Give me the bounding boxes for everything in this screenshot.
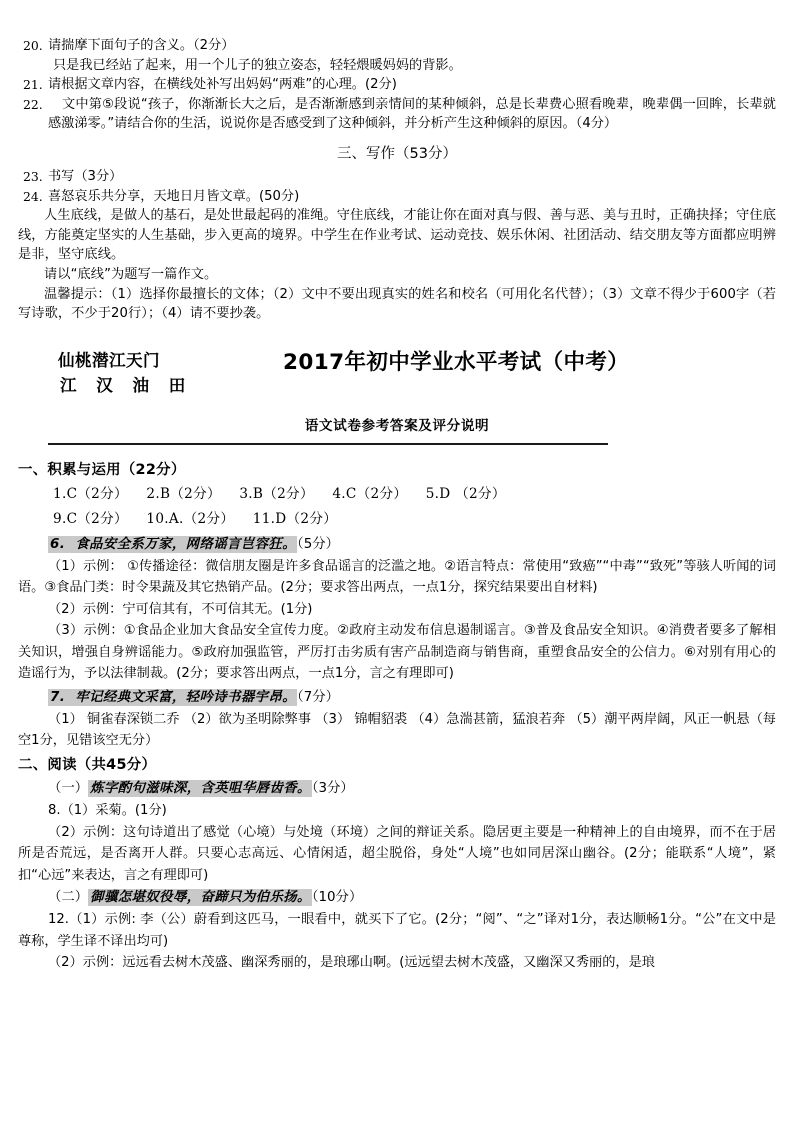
question-item — [18, 167, 776, 187]
question-number: 21. — [23, 77, 43, 93]
masthead-subtitle: 语文试卷参考答案及评分说明 — [304, 417, 490, 434]
question-7-title: 牢记经典文采富，轻吟诗书器宇昂。 — [75, 689, 296, 705]
masthead-region-names — [58, 348, 192, 398]
masthead-region-line1: 仙桃潜江天门 — [58, 350, 160, 370]
question-number: 20. — [23, 38, 43, 53]
section-heading-2: 二、阅读（共45分） — [18, 756, 157, 773]
writing-tips: 温馨提示：（1）选择你最擅长的文体；（2）文中不要出现真实的姓名和校名（可用化名代替）；（3）文章不得少于600字（若写诗歌，不少于20行）；（4）请不要抄袭。 — [18, 286, 776, 322]
reading-part-2-heading — [18, 886, 776, 909]
question-6-heading — [18, 533, 776, 556]
question-number: 22. — [23, 96, 43, 112]
reading-part-2-label: （二） — [48, 890, 89, 906]
question-item — [18, 187, 776, 207]
reading-part-1-highlight: 炼字酌句滋味深，含英咀华唇齿香。 — [90, 780, 311, 796]
masthead-region-line2: 江 汉 油 田 — [60, 375, 193, 395]
question-6-highlight — [48, 536, 297, 553]
header-divider — [48, 443, 608, 445]
question-item — [18, 95, 776, 134]
writing-prompt-paragraph: 人生底线，是做人的基石，是处世最起码的准绳。守住底线，才能让你在面对真与假、善与恶、美与丑时，正确抉择；守住底线，方能奠定坚实的人生基础，步入更高的境界。中学生在作业考试、运动竞技、娱乐休闲、社团活动、结交朋友等方面都应明辨是非，坚守底线。 — [18, 208, 776, 263]
questions-block — [18, 0, 776, 134]
question-6-answer-2: （2）示例：宁可信其有，不可信其无。(1分) — [48, 601, 313, 617]
writing-block — [18, 167, 776, 324]
question-7-marks: （7分） — [297, 689, 339, 705]
question-text: 喜怒哀乐共分享，天地日月皆文章。(50分) — [48, 188, 300, 204]
reading-part-2-highlight: 御骥怎堪奴役辱，奋蹄只为伯乐扬。 — [90, 890, 311, 906]
question-item — [18, 36, 776, 56]
reading-part-1-label: （一） — [48, 780, 89, 796]
choice-answers-row-1: 1.C（2分） 2.B（2分） 3.B（2分） 4.C（2分） 5.D （2分） — [53, 485, 506, 502]
question-6-number: 6. — [50, 536, 66, 552]
question-7-heading — [18, 686, 776, 709]
reading-part-1-heading — [18, 777, 776, 800]
reading-part-2-marks: （10分） — [311, 890, 363, 906]
question-6-answer-1: （1）示例： ①传播途径：微信朋友圈是许多食品谣言的泛滥之地。②语言特点：常使用“致癌”“中毒”“致死”等骇人听闻的词语。③食品门类：时令果蔬及其它热销产品。(2分；要求答出两点，一点1分，探究结果要出自材料) — [18, 558, 776, 596]
choice-answers-row-2: 9.C（2分） 10.A.（2分） 11.D（2分） — [53, 510, 338, 527]
question-8-answer-1: 8.（1）采菊。(1分) — [48, 802, 167, 818]
question-text: 文中第⑤段说“孩子，你渐渐长大之后，是否渐渐感到亲情间的某种倾斜，总是长辈费心照看晚辈，晚辈偶一回眸，长辈就感激涕零。”请结合你的生活，说说你是否感受到了这种倾斜，并分析产生这种倾斜的原因。（4分） — [48, 96, 776, 132]
masthead — [18, 348, 776, 443]
question-6-title: 食品安全系万家，网络谣言岂容狂。 — [75, 536, 296, 552]
masthead-title: 2017年初中学业水平考试（中考） — [283, 349, 630, 375]
question-7-highlight — [48, 689, 297, 706]
question-7-answer: （1） 铜雀春深锁二乔 （2）欲为圣明除弊事 （3） 锦帽貂裘 （4）急湍甚箭，猛浪若奔 （5）潮平两岸阔，风正一帆悬（每空1分，见错该空无分） — [18, 711, 776, 749]
question-text: 请揣摩下面句子的含义。（2分） — [48, 38, 235, 53]
answer-key-body — [18, 459, 776, 974]
question-6-answer-3: （3）示例：①食品企业加大食品安全宣传力度。②政府主动发布信息遏制谣言。③普及食品安全知识。④消费者要多了解相关知识，增强自身辨谣能力。⑤政府加强监管，严厉打击劣质有害产品制造商与销售商，重塑食品安全的公信力。⑥对别有用心的造谣行为，予以法律制裁。(2分；要求答出两点，一点1分，言之有理即可) — [18, 623, 776, 682]
question-20-quote: 只是我已经站了起来，用一个儿子的独立姿态，轻轻煨暖妈妈的背影。 — [53, 57, 462, 73]
question-number: 23. — [23, 168, 43, 184]
section-heading-1: 一、积累与运用（22分） — [18, 461, 186, 478]
question-text: 书写（3分） — [48, 168, 123, 184]
question-12-answer-1: 12.（1）示例: 李（公）蔚看到这匹马，一眼看中，就买下了它。(2分；“阅”、“之”译对1分，表达顺畅1分。“公”在文中是尊称，学生译不译出均可) — [18, 912, 776, 949]
question-item — [18, 75, 776, 95]
question-7-number: 7. — [50, 689, 66, 705]
question-12-answer-2: （2）示例：远远看去树木茂盛、幽深秀丽的，是琅琊山啊。(远远望去树木茂盛，又幽深又秀丽的，是琅 — [48, 955, 655, 971]
writing-section-heading: 三、写作（53分） — [337, 145, 457, 162]
reading-part-1-marks: （3分） — [311, 780, 354, 796]
question-8-answer-2: （2）示例：这句诗道出了感觉（心境）与处境（环境）之间的辩证关系。隐居更主要是一种精神上的自由境界，而不在于居所是否荒远，是否离开人群。只要心志高远、心情闲适，超尘脱俗，身处“人境”也如同居深山幽谷。(2分；能联系“人境”，紧扣“心远”来表达，言之有理即可) — [18, 824, 776, 883]
writing-requirement: 请以“底线”为题写一篇作文。 — [44, 266, 218, 282]
question-text: 请根据文章内容，在横线处补写出妈妈“两难”的心理。(2分) — [48, 77, 397, 93]
question-6-marks: （5分） — [297, 536, 339, 552]
question-number: 24. — [23, 188, 43, 204]
